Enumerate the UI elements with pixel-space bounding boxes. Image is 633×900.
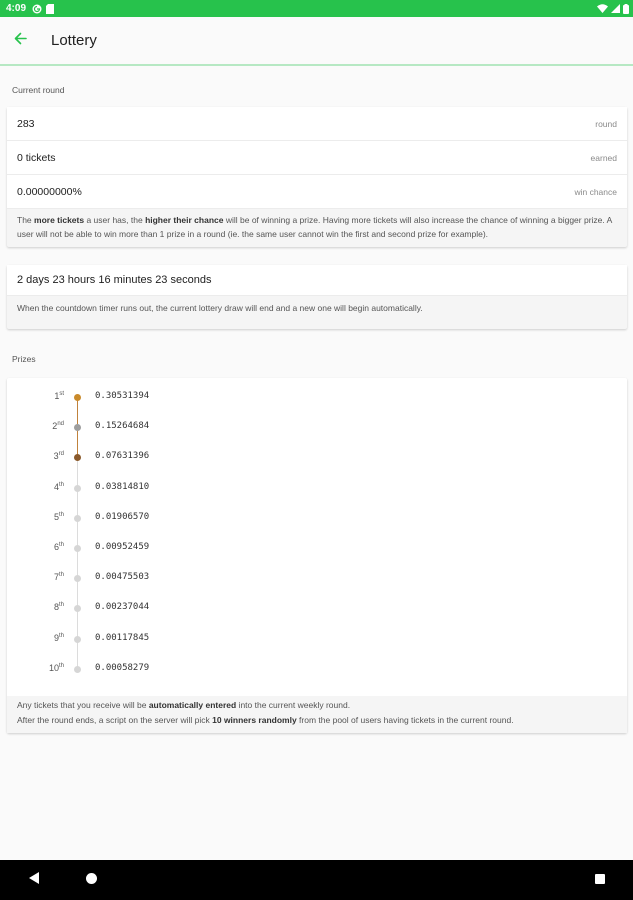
prize-rank-suffix: st — [59, 391, 64, 397]
prize-rank-suffix: nd — [57, 421, 64, 428]
prize-dot — [74, 485, 81, 492]
prize-rank — [7, 482, 64, 492]
nav-recents-button[interactable] — [588, 860, 612, 900]
round-label: round — [595, 118, 617, 129]
prize-rank — [7, 542, 64, 552]
prize-rank — [7, 572, 64, 582]
prize-rank-number: 4 — [53, 481, 59, 492]
prize-row — [7, 633, 307, 647]
round-row — [7, 107, 627, 141]
prizes-card — [7, 378, 627, 733]
prize-dot — [74, 575, 81, 582]
prize-amount: 0.30531394 — [95, 391, 150, 401]
navigation-bar — [0, 860, 633, 900]
prize-rank-number: 3 — [53, 451, 59, 462]
page-title: Lottery — [51, 32, 97, 49]
prizes-explanation — [7, 696, 627, 733]
prize-amount: 0.15264684 — [95, 421, 150, 432]
prize-rank-suffix: th — [58, 662, 64, 669]
win-chance-value: 0.00000000% — [17, 185, 82, 198]
round-explanation: The more tickets a user has, the higher their chance will be of winning a prize. Having more tickets will also increase the chance of winning a bigger prize. A user will not be able to win more than 1 prize in a round (ie. the same user cannot win the first and second prize for example). — [17, 215, 612, 239]
round-value: 283 — [17, 117, 35, 130]
triangle-back-icon — [29, 871, 39, 889]
prize-amount: 0.00952459 — [95, 542, 150, 552]
battery-icon — [623, 4, 629, 14]
prize-rank-suffix: th — [58, 572, 64, 579]
prize-amount: 0.00475503 — [95, 572, 150, 583]
prize-amount: 0.00117845 — [95, 632, 150, 643]
prize-rank — [7, 391, 64, 401]
status-time: 4:09 — [6, 3, 27, 14]
countdown-explanation: When the countdown timer runs out, the current lottery draw will end and a new one will begin automatically. — [17, 303, 423, 313]
prize-dot — [74, 636, 81, 643]
prize-amount: 0.00237044 — [95, 602, 150, 613]
prizes-note-line1: Any tickets that you receive will be automatically entered into the current weekly round. — [17, 700, 351, 710]
prize-rank-number: 2 — [52, 421, 58, 432]
notification-app-icon — [32, 4, 42, 14]
prize-rank — [7, 602, 64, 612]
prize-row — [7, 421, 307, 435]
prize-row — [7, 542, 307, 556]
prize-rank-number: 10 — [48, 662, 59, 673]
prize-rank-suffix: rd — [58, 451, 64, 458]
prize-dot — [74, 454, 81, 461]
nav-home-button[interactable] — [79, 860, 103, 900]
prize-rank-number: 8 — [53, 602, 59, 613]
prize-rank-suffix: th — [58, 542, 64, 548]
prize-row — [7, 602, 307, 616]
prize-amount: 0.03814810 — [95, 481, 150, 492]
current-round-card — [7, 107, 627, 247]
prizes-label: Prizes — [12, 354, 36, 364]
prize-dot — [74, 515, 81, 522]
arrow-left-icon — [14, 32, 27, 50]
prize-row — [7, 663, 307, 677]
prize-dot — [74, 605, 81, 612]
prize-dot — [74, 666, 81, 673]
prize-amount: 0.00058279 — [95, 662, 150, 673]
prize-rank — [7, 663, 64, 673]
prize-rank-suffix: th — [58, 481, 64, 488]
prize-row — [7, 391, 307, 405]
tickets-value: 0 tickets — [17, 151, 56, 164]
prize-rank — [7, 421, 64, 431]
wifi-icon — [597, 4, 608, 13]
status-bar — [0, 0, 633, 17]
sd-card-icon — [46, 4, 54, 14]
prize-dot — [74, 394, 81, 401]
prize-row — [7, 572, 307, 586]
prize-rank-number: 1 — [54, 391, 60, 401]
circle-home-icon — [86, 871, 97, 889]
tickets-row — [7, 141, 627, 175]
prize-rank-suffix: th — [58, 511, 64, 518]
app-bar — [0, 17, 633, 66]
prize-row — [7, 482, 307, 496]
prize-row — [7, 512, 307, 526]
win-chance-row — [7, 175, 627, 209]
prize-dot — [74, 424, 81, 431]
back-button[interactable] — [0, 21, 40, 61]
win-chance-label: win chance — [574, 186, 617, 197]
square-recents-icon — [595, 871, 605, 889]
prize-amount: 0.07631396 — [95, 451, 150, 462]
prize-rank — [7, 633, 64, 643]
countdown-card — [7, 265, 627, 329]
prize-dot — [74, 545, 81, 552]
prize-rank-suffix: th — [58, 632, 64, 639]
current-round-label: Current round — [12, 85, 65, 95]
prize-rank — [7, 512, 64, 522]
prize-rank-suffix: th — [58, 602, 64, 609]
prize-rank-number: 7 — [53, 572, 59, 583]
nav-back-button[interactable] — [22, 860, 46, 900]
prizes-note-line2: After the round ends, a script on the server will pick 10 winners randomly from the pool of users having tickets in the current round. — [17, 715, 514, 725]
countdown-timer: 2 days 23 hours 16 minutes 23 seconds — [7, 265, 627, 296]
prize-rank-number: 6 — [53, 542, 59, 552]
prize-timeline — [7, 378, 627, 696]
tickets-label: earned — [590, 152, 617, 163]
prize-row — [7, 451, 307, 465]
prize-amount: 0.01906570 — [95, 511, 150, 522]
prize-rank-number: 5 — [53, 511, 59, 522]
prize-rank-number: 9 — [53, 632, 59, 643]
signal-icon — [611, 4, 620, 13]
prize-rank — [7, 451, 64, 461]
